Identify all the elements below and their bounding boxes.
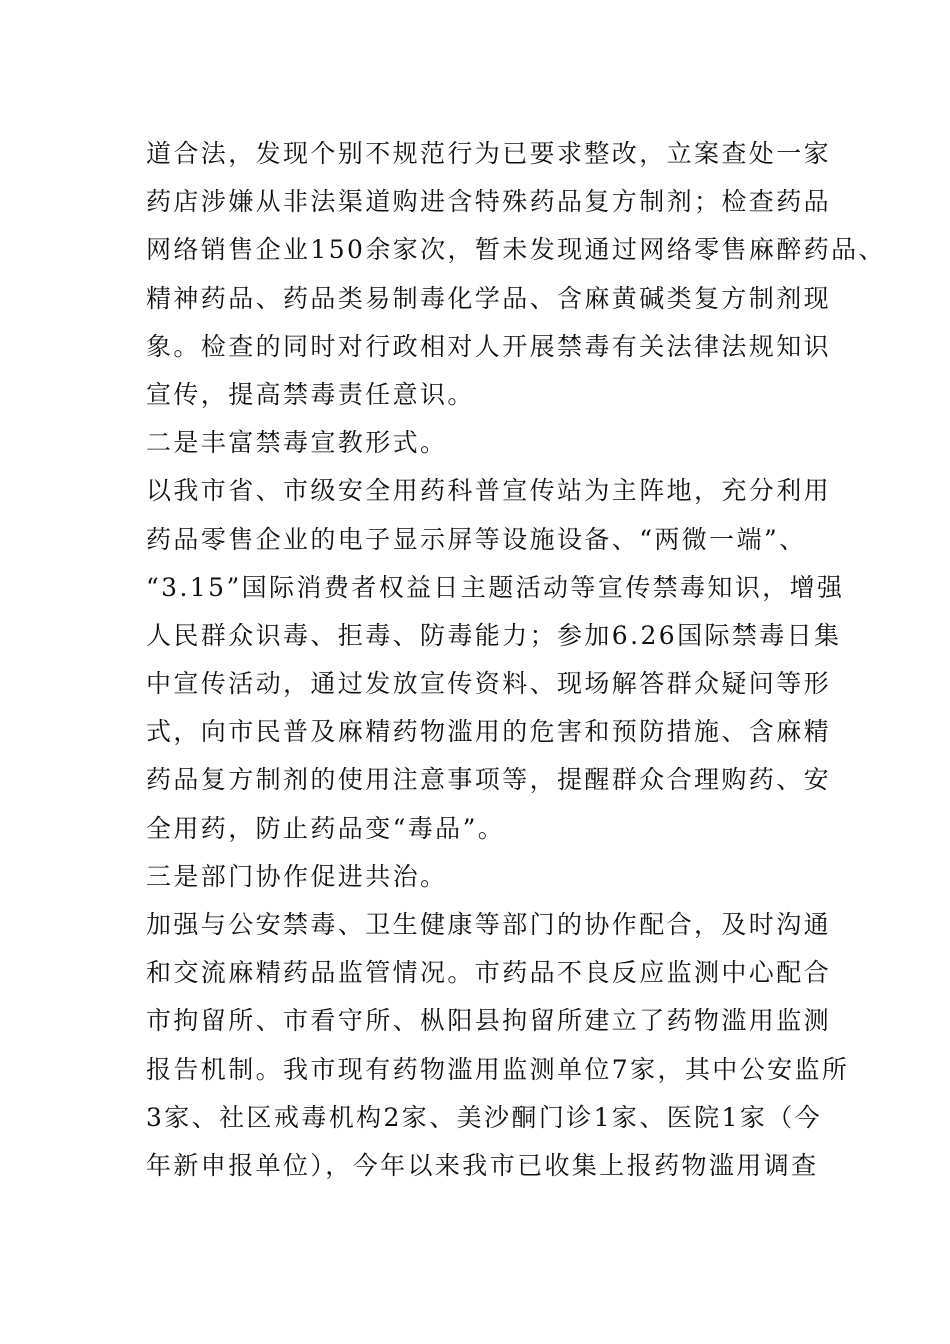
paragraph-1-line: 精神药品、药品类易制毒化学品、含麻黄碱类复方制剂现 (146, 283, 832, 313)
paragraph-2-line: 以我市省、市级安全用药科普宣传站为主阵地，充分利用 (146, 476, 832, 506)
paragraph-1-line: 药店涉嫌从非法渠道购进含特殊药品复方制剂；检查药品 (146, 187, 832, 217)
section-heading-2: 二是丰富禁毒宣教形式。 (146, 428, 448, 458)
paragraph-2-line: 全用药，防止药品变“毒品”。 (146, 813, 506, 843)
paragraph-1-line: 道合法，发现个别不规范行为已要求整改，立案查处一家 (146, 139, 832, 168)
paragraph-1-line: 象。检查的同时对行政相对人开展禁毒有关法律法规知识 (146, 331, 832, 361)
paragraph-3-line: 市拘留所、市看守所、枞阳县拘留所建立了药物滥用监测 (146, 1006, 832, 1036)
paragraph-3-line: 3家、社区戒毒机构2家、美沙酮门诊1家、医院1家（今 (146, 1102, 823, 1132)
paragraph-2-line: 药品复方制剂的使用注意事项等，提醒群众合理购药、安 (146, 765, 832, 795)
paragraph-3-line: 和交流麻精药品监管情况。市药品不良反应监测中心配合 (146, 958, 832, 988)
paragraph-2-line: 药品零售企业的电子显示屏等设施设备、“两微一端”、 (146, 524, 807, 554)
paragraph-2-line: 中宣传活动，通过发放宣传资料、现场解答群众疑问等形 (146, 669, 832, 699)
document-body (146, 130, 886, 1190)
paragraph-2-line: 式，向市民普及麻精药物滥用的危害和预防措施、含麻精 (146, 717, 832, 747)
paragraph-1-line: 网络销售企业150余家次，暂未发现通过网络零售麻醉药品、 (146, 235, 886, 265)
paragraph-3-line: 年新申报单位），今年以来我市已收集上报药物滥用调查 (146, 1150, 819, 1180)
paragraph-2-line: 人民群众识毒、拒毒、防毒能力；参加6.26国际禁毒日集 (146, 620, 842, 650)
paragraph-2-line: “3.15”国际消费者权益日主题活动等宣传禁毒知识，增强 (146, 572, 845, 602)
paragraph-3-line: 报告机制。我市现有药物滥用监测单位7家，其中公安监所 (146, 1054, 850, 1084)
paragraph-1-line: 宣传，提高禁毒责任意识。 (146, 379, 475, 409)
paragraph-3-line: 加强与公安禁毒、卫生健康等部门的协作配合，及时沟通 (146, 910, 832, 939)
section-heading-3: 三是部门协作促进共治。 (146, 861, 448, 891)
